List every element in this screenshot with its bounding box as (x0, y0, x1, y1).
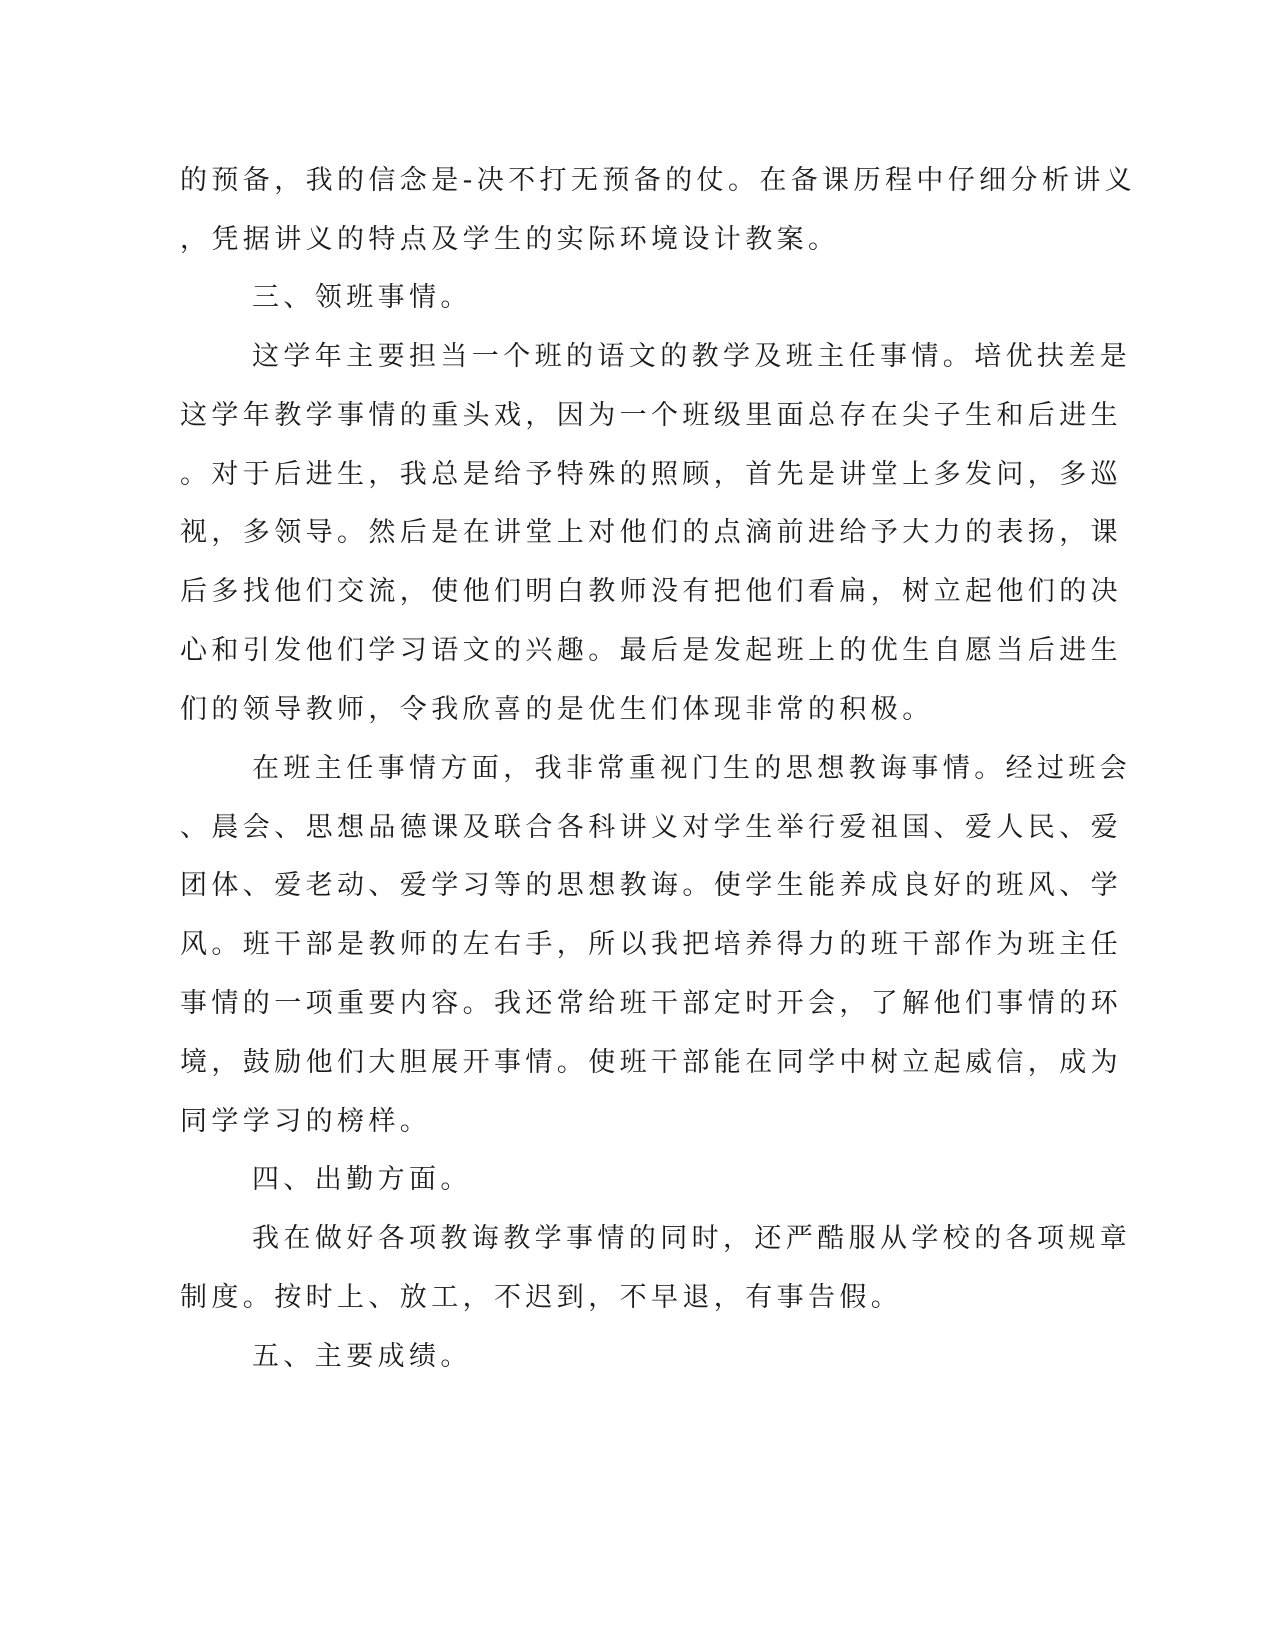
text-line: ，凭据讲义的特点及学生的实际环境设计教案。 (180, 224, 840, 255)
text-line: 我在做好各项教诲教学事情的同时，还严酷服从学校的各项规章 (252, 1223, 1132, 1254)
text-line: 后多找他们交流，使他们明白教师没有把他们看扁，树立起他们的决 (180, 576, 1122, 607)
text-line: 们的领导教师，令我欣喜的是优生们体现非常的积极。 (180, 694, 934, 725)
section-heading: 四、出勤方面。 (252, 1164, 472, 1195)
section-heading: 三、领班事情。 (252, 282, 472, 313)
text-line: 同学学习的榜样。 (180, 1106, 432, 1137)
text-line: 境，鼓励他们大胆展开事情。使班干部能在同学中树立起威信，成为 (180, 1047, 1122, 1078)
text-line: 、晨会、思想品德课及联合各科讲义对学生举行爱祖国、爱人民、爱 (180, 812, 1122, 843)
section-heading: 五、主要成绩。 (252, 1341, 472, 1372)
text-line: 心和引发他们学习语文的兴趣。最后是发起班上的优生自愿当后进生 (180, 635, 1122, 666)
text-line: 视，多领导。然后是在讲堂上对他们的点滴前进给予大力的表扬，课 (180, 517, 1122, 548)
text-line: 团体、爱老动、爱学习等的思想教诲。使学生能养成良好的班风、学 (180, 870, 1122, 901)
text-line: 在班主任事情方面，我非常重视门生的思想教诲事情。经过班会 (252, 753, 1132, 784)
text-line: 事情的一项重要内容。我还常给班干部定时开会，了解他们事情的环 (180, 988, 1122, 1019)
text-line: 的预备，我的信念是-决不打无预备的仗。在备课历程中仔细分析讲义 (180, 165, 1137, 196)
text-line: 这学年主要担当一个班的语文的教学及班主任事情。培优扶差是 (252, 341, 1132, 372)
text-line: 这学年教学事情的重头戏，因为一个班级里面总存在尖子生和后进生 (180, 400, 1122, 431)
text-line: 风。班干部是教师的左右手，所以我把培养得力的班干部作为班主任 (180, 929, 1122, 960)
text-line: 制度。按时上、放工，不迟到，不早退，有事告假。 (180, 1282, 903, 1313)
text-line: 。对于后进生，我总是给予特殊的照顾，首先是讲堂上多发问，多巡 (180, 459, 1122, 490)
